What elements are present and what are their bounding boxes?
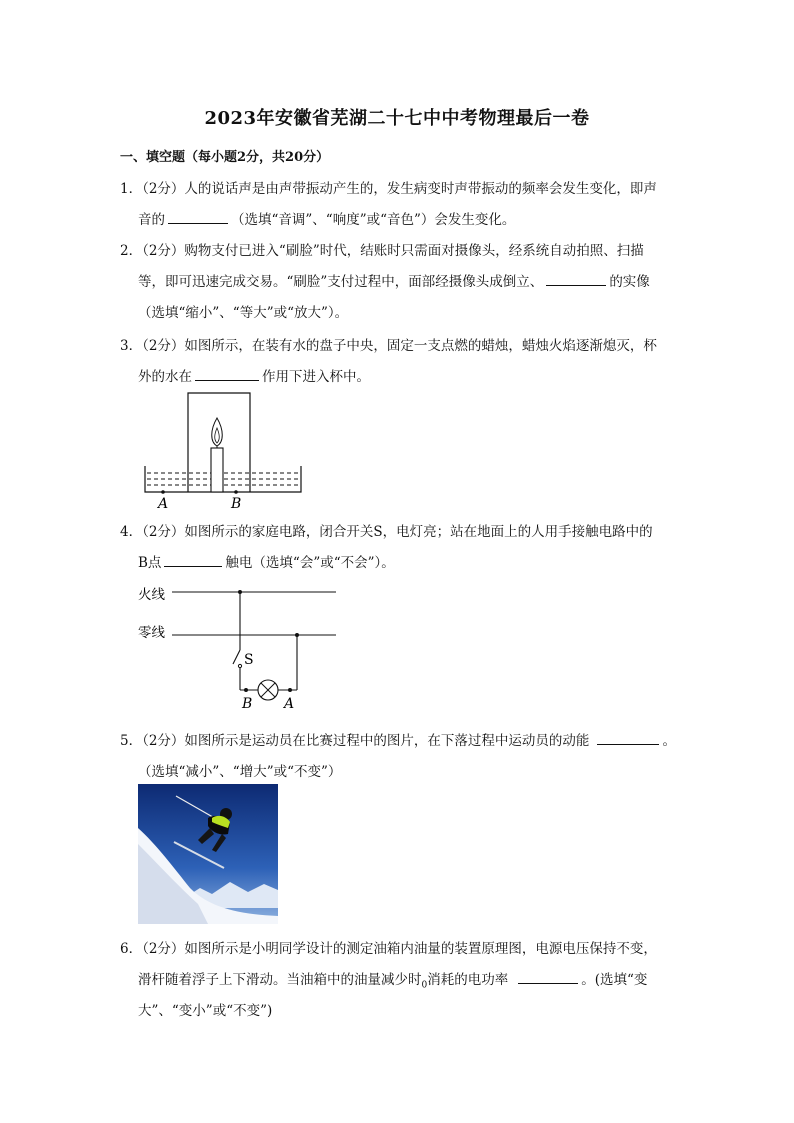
q1-text-b: （选填“音调”、“响度”或“音色”）会发生变化。 <box>231 212 516 228</box>
q6-subscript: 0 <box>421 980 428 991</box>
label-b: B <box>231 496 242 512</box>
q3-text-b: 作用下进入杯中。 <box>262 369 370 385</box>
q5-text-a: 5．（2分）如图所示是运动员在比赛过程中的图片，在下落过程中运动员的动能 <box>120 733 590 749</box>
candle <box>211 448 223 492</box>
q6-text-a: 滑杆随着浮子上下滑动。当油箱中的油量减少时 <box>138 972 422 988</box>
point-a <box>161 490 165 494</box>
switch-contact <box>238 664 241 667</box>
q5-skier-photo <box>138 784 278 924</box>
q2-text-a: 等，即可迅速完成交易。“刷脸”支付过程中，面部经摄像头成倒立、 <box>138 274 544 290</box>
q2-line2 <box>138 270 650 290</box>
q3-line1: 3．（2分）如图所示，在装有水的盘子中央，固定一支点燃的蜡烛，蜡烛火焰逐渐熄灭，杯 <box>120 338 657 354</box>
label-b: B <box>242 696 253 712</box>
q2-line3: （选填“缩小”、“等大”或“放大”）。 <box>138 305 349 321</box>
q1-line2 <box>138 208 515 228</box>
q6-text-c: 。(选填“变 <box>581 972 648 988</box>
q5-answer-blank[interactable] <box>597 731 659 745</box>
switch-label: S <box>244 652 254 668</box>
q5-line2: （选填“减小”、“增大”或“不变”） <box>138 764 342 780</box>
q4-answer-blank[interactable] <box>164 553 222 567</box>
q2-line1: 2．（2分）购物支付已进入“刷脸”时代，结账时只需面对摄像头，经系统自动拍照、扫描 <box>120 243 644 259</box>
q3-line2 <box>138 365 370 385</box>
q6-line2 <box>138 968 647 991</box>
exam-title: 2023年安徽省芜湖二十七中中考物理最后一卷 <box>204 108 590 129</box>
live-wire-label: 火线 <box>138 587 165 603</box>
q1-text-a: 音的 <box>138 212 165 228</box>
q2-answer-blank[interactable] <box>546 272 606 286</box>
q4-line1: 4．（2分）如图所示的家庭电路，闭合开关S，电灯亮；站在地面上的人用手接触电路中的 <box>120 524 653 540</box>
q6-text-b: 消耗的电功率 <box>427 972 509 988</box>
point-b <box>244 688 248 692</box>
section-heading: 一、填空题（每小题2分，共20分） <box>120 150 330 165</box>
point-a <box>288 688 292 692</box>
q4-line2 <box>138 551 395 571</box>
neutral-wire-label: 零线 <box>138 625 165 641</box>
q6-line3: 大”、“变小”或“不变”) <box>138 1003 273 1019</box>
label-a: A <box>158 496 169 512</box>
q6-line1: 6．（2分）如图所示是小明同学设计的测定油箱内油量的装置原理图，电源电压保持不变， <box>120 941 657 957</box>
label-a: A <box>284 696 295 712</box>
q4-text-a: B点 <box>138 555 162 571</box>
q3-candle-figure <box>140 388 310 516</box>
q1-answer-blank[interactable] <box>168 210 228 224</box>
q3-text-a: 外的水在 <box>138 369 192 385</box>
q4-circuit-figure <box>136 580 346 712</box>
q3-answer-blank[interactable] <box>195 367 259 381</box>
q1-line1: 1．（2分）人的说话声是由声带振动产生的，发生病变时声带振动的频率会发生变化，即声 <box>120 181 657 197</box>
point-b <box>234 490 238 494</box>
q5-line1 <box>120 729 676 749</box>
q5-text-b: 。 <box>662 733 676 749</box>
q2-text-b: 的实像 <box>609 274 650 290</box>
q6-answer-blank[interactable] <box>518 970 578 984</box>
q4-text-b: 触电（选填“会”或“不会”）。 <box>225 555 395 571</box>
switch-icon <box>233 650 240 664</box>
